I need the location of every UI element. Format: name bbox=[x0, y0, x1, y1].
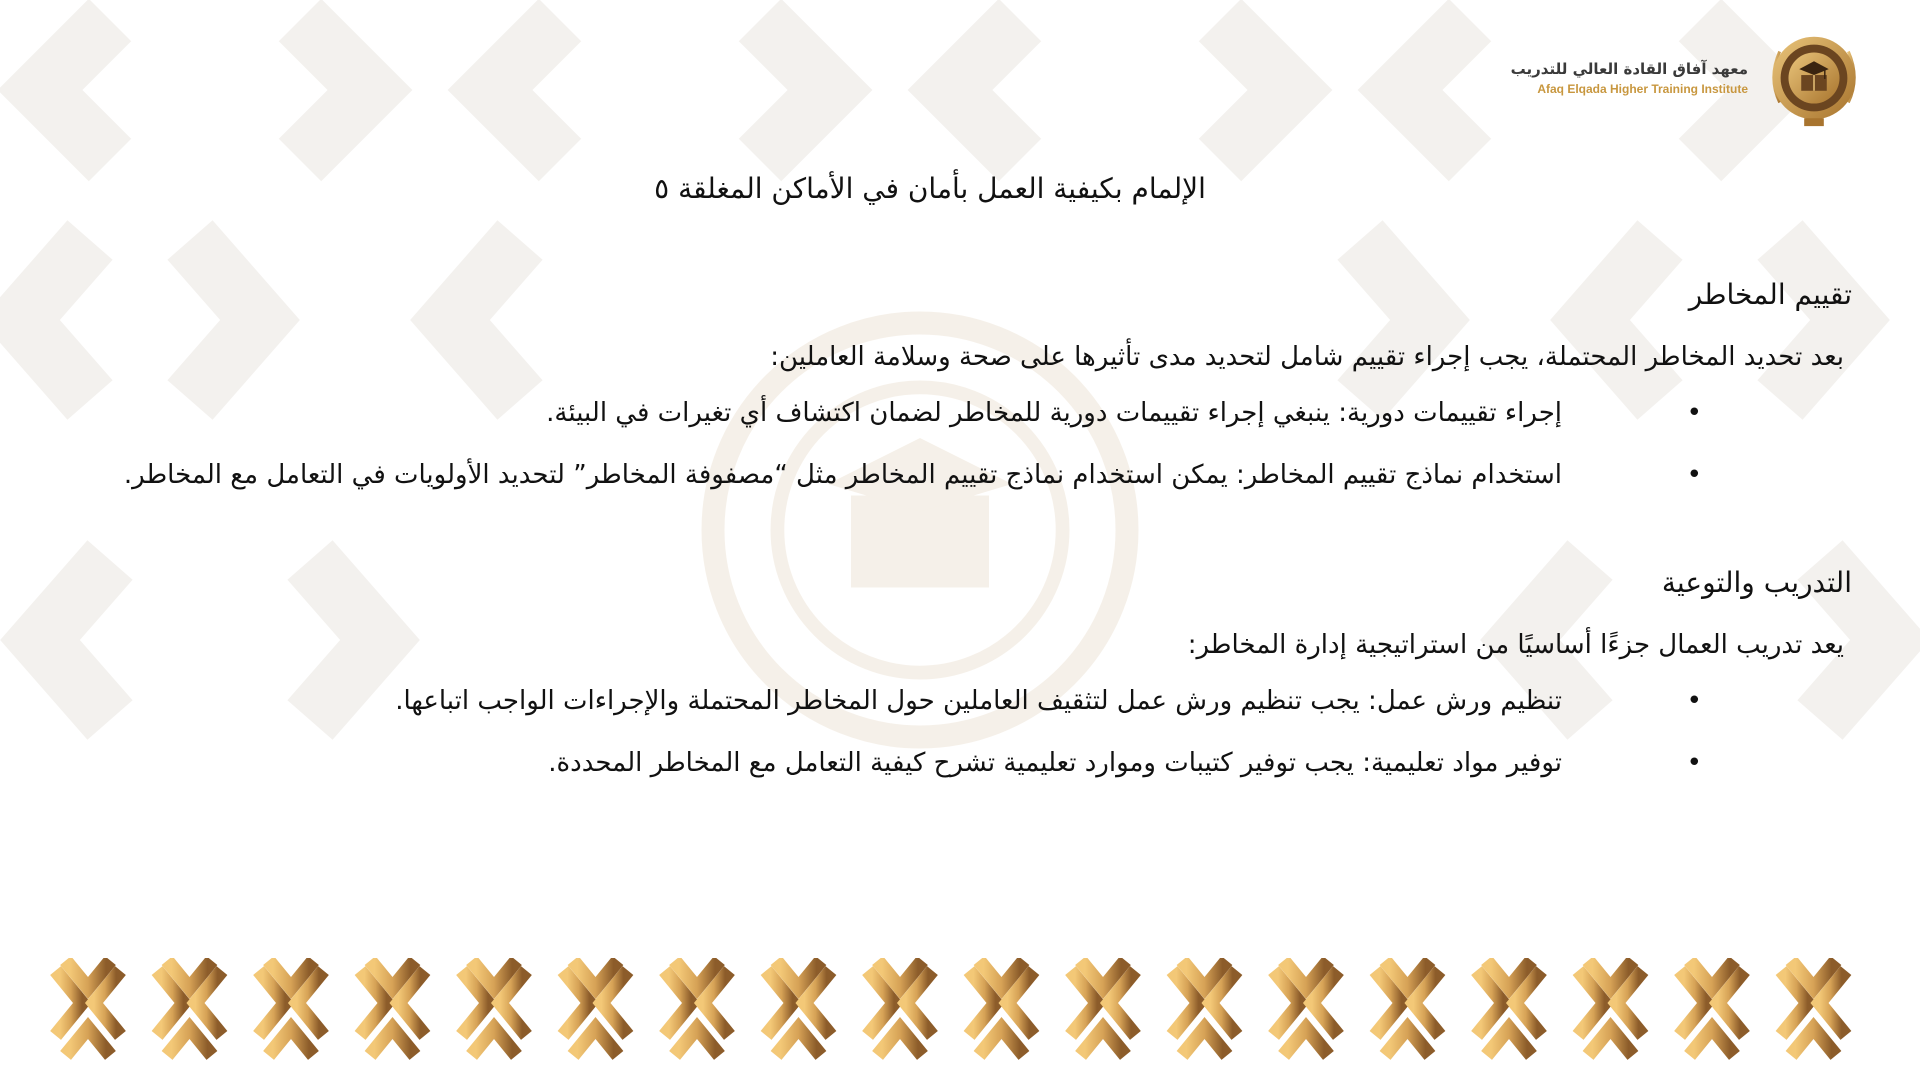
list-item-text: توفير مواد تعليمية: يجب توفير كتيبات وموارد تعليمية تشرح كيفية التعامل مع المخاطر المحددة. bbox=[548, 748, 1562, 778]
bullet-list bbox=[92, 388, 1852, 500]
list-item bbox=[92, 450, 1852, 500]
institute-logo bbox=[1511, 24, 1868, 132]
bullet-icon: • bbox=[1686, 460, 1702, 490]
bullet-icon: • bbox=[1686, 686, 1702, 716]
institute-name-english: Afaq Elqada Higher Training Institute bbox=[1537, 82, 1748, 96]
list-item-text: استخدام نماذج تقييم المخاطر: يمكن استخدام نماذج تقييم المخاطر مثل “مصفوفة المخاطر” لتحديد الأولويات في التعامل مع المخاطر. bbox=[123, 460, 1562, 490]
section-intro: بعد تحديد المخاطر المحتملة، يجب إجراء تقييم شامل لتحديد مدى تأثيرها على صحة وسلامة العاملين: bbox=[770, 342, 1844, 372]
list-item bbox=[92, 738, 1852, 788]
bullet-icon: • bbox=[1686, 748, 1702, 778]
list-item-text: إجراء تقييمات دورية: ينبغي إجراء تقييمات دورية للمخاطر لضمان اكتشاف أي تغيرات في البيئة. bbox=[546, 398, 1562, 428]
section-heading: تقييم المخاطر bbox=[1688, 278, 1852, 311]
section-training-awareness bbox=[92, 558, 1852, 788]
bullet-list bbox=[92, 676, 1852, 788]
page-title: الإلمام بكيفية العمل بأمان في الأماكن المغلقة ٥ bbox=[654, 172, 1206, 205]
main-content bbox=[92, 270, 1852, 800]
list-item-text: تنظيم ورش عمل: يجب تنظيم ورش عمل لتثقيف العاملين حول المخاطر المحتملة والإجراءات الواجب اتباعها. bbox=[395, 686, 1562, 716]
institute-seal-icon bbox=[1760, 24, 1868, 132]
institute-name-arabic: معهد آفاق القادة العالي للتدريب bbox=[1510, 60, 1748, 78]
section-heading: التدريب والتوعية bbox=[1661, 566, 1852, 599]
section-intro: يعد تدريب العمال جزءًا أساسيًا من استراتيجية إدارة المخاطر: bbox=[1187, 630, 1844, 660]
bullet-icon: • bbox=[1686, 398, 1702, 428]
list-item bbox=[92, 676, 1852, 726]
list-item bbox=[92, 388, 1852, 438]
section-risk-assessment bbox=[92, 270, 1852, 500]
